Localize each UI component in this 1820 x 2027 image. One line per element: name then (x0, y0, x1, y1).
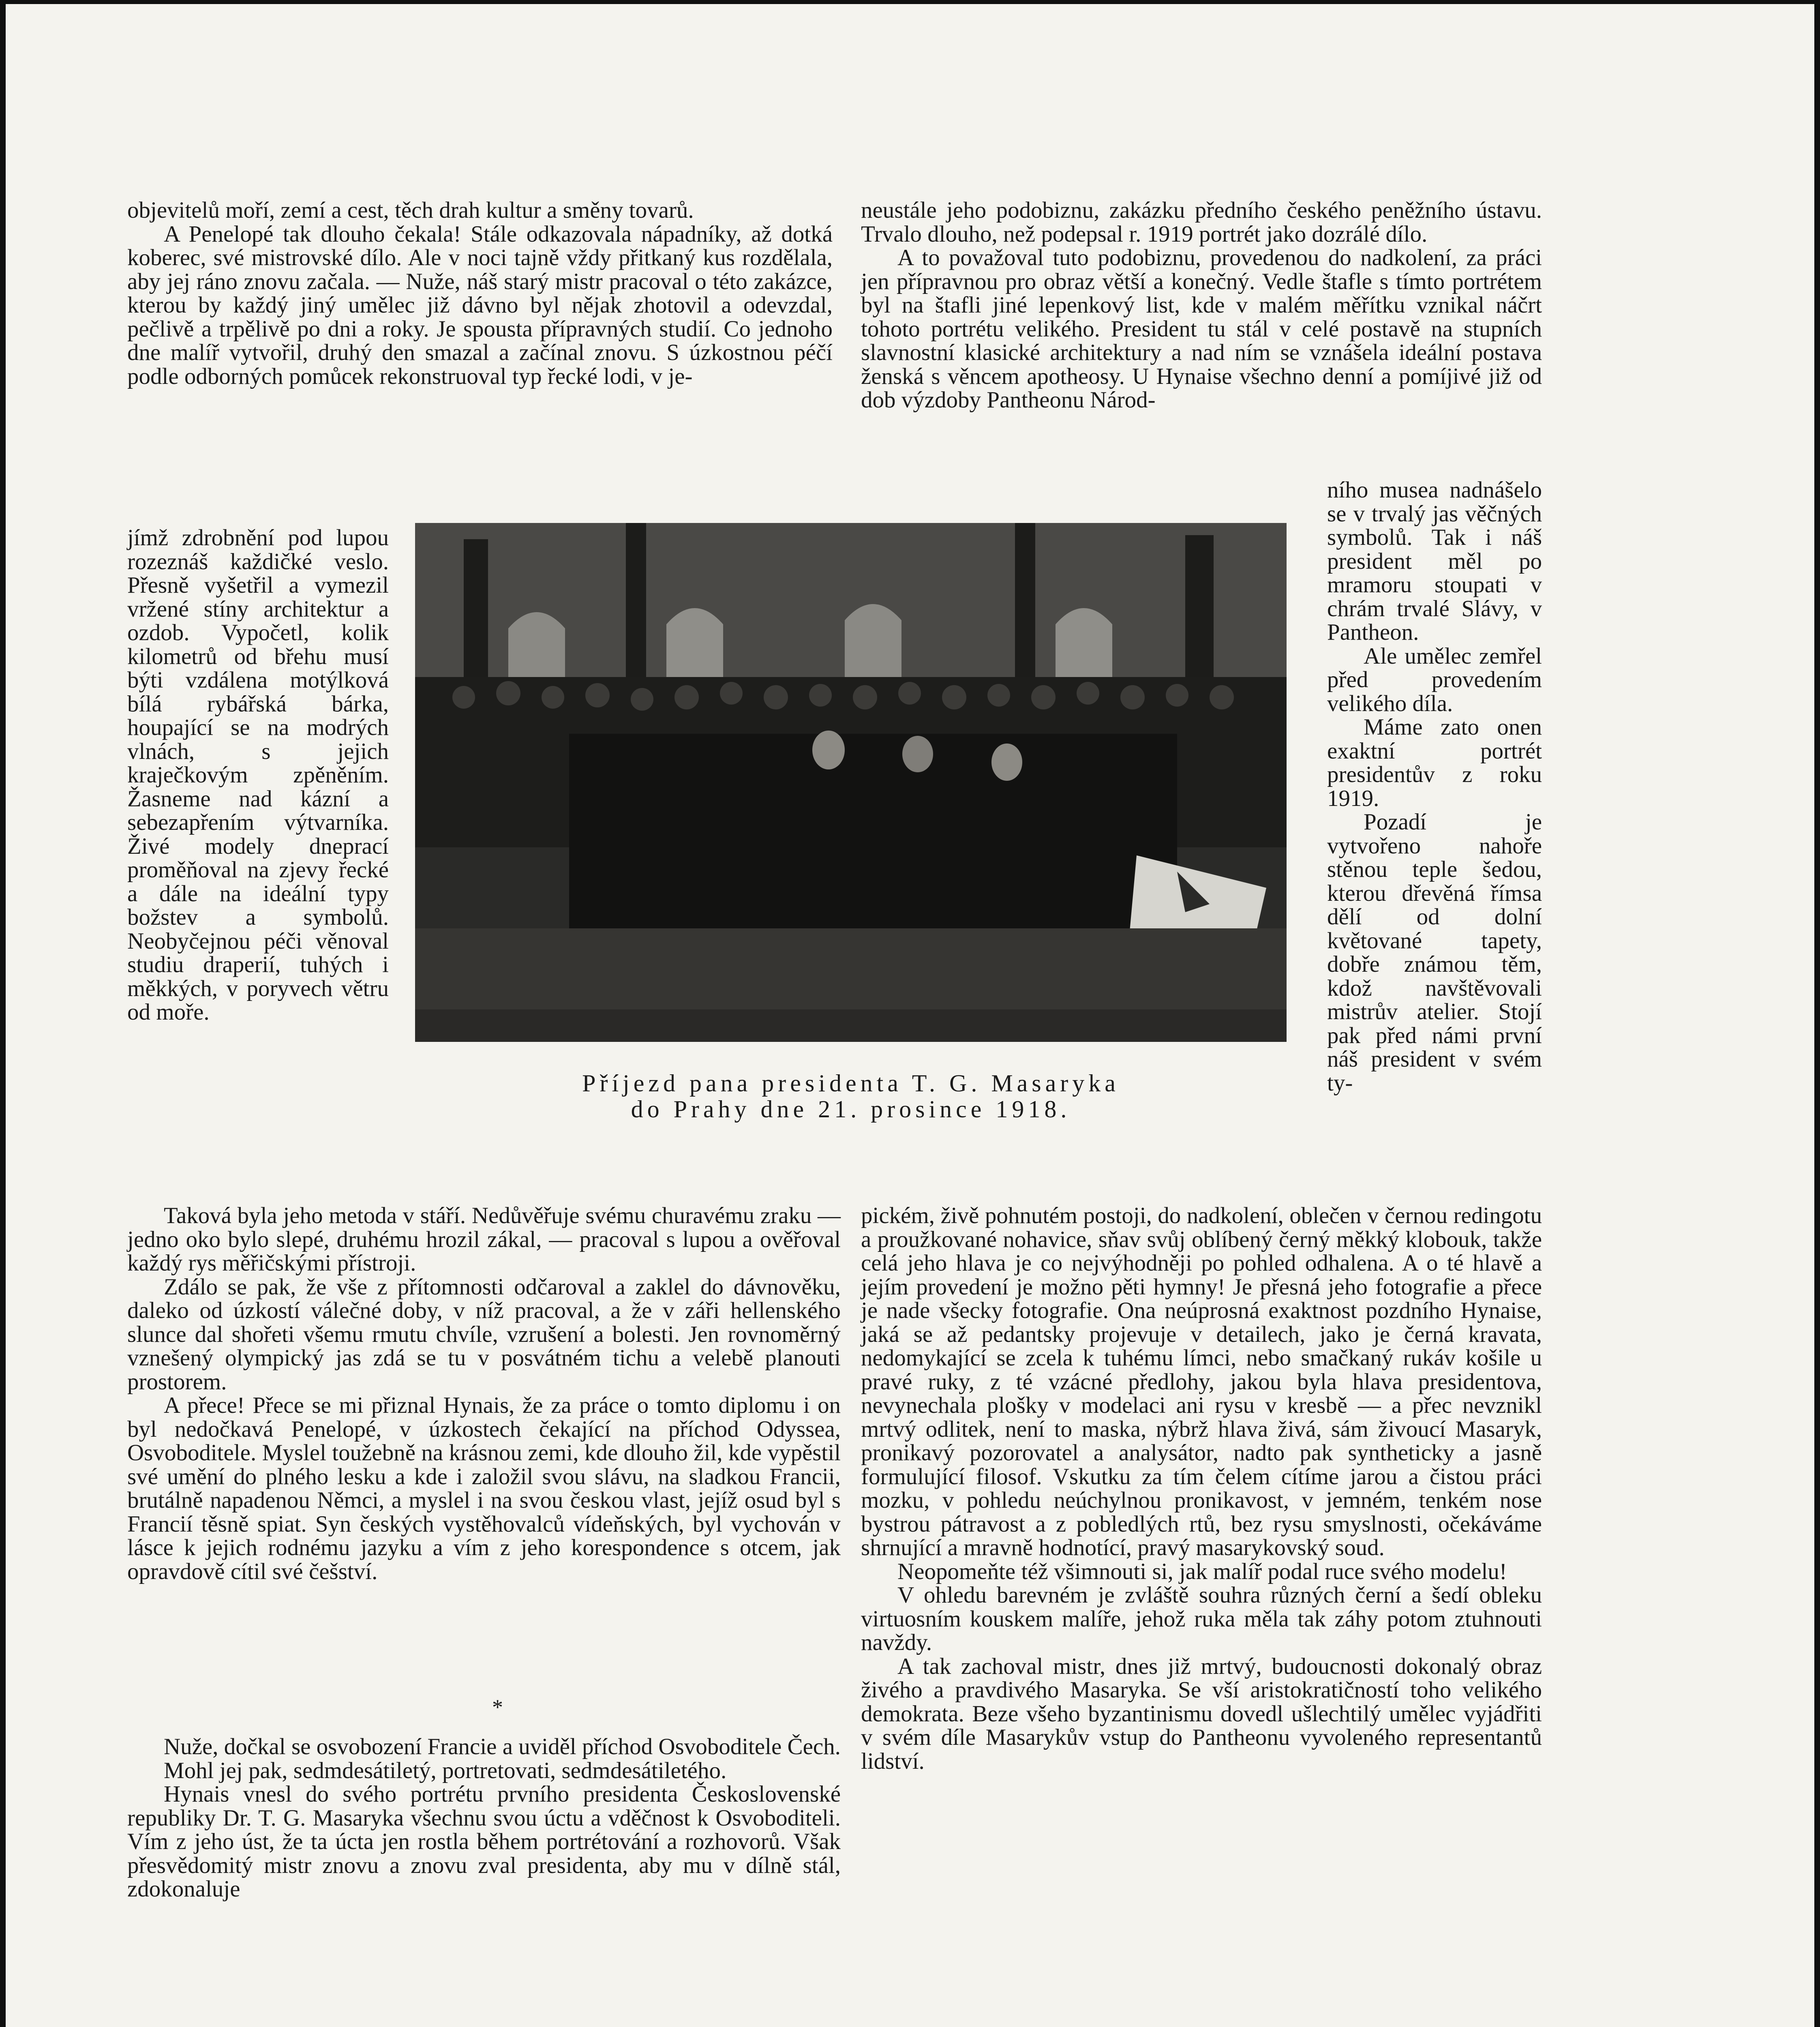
left-column-top (127, 199, 833, 388)
paragraph: jímž zdrobnění pod lupou rozeznáš každičké veslo. Přesně vyšetřil a vymezil vržené stíny architektur a ozdob. Vypočetl, kolik kilometrů od břehu musí býti vzdálena motýlková bílá rybářská bárka, houpající se na modrých vlnách, s jejich kraječkovým zpěněním. Žasneme nad kázní a sebezapřením výtvarníka. Živé modely dneprací proměňoval na zjevy řecké a dále na ideální typy božstev a symbolů. Neobyčejnou péči věnoval studiu draperií, tuhých i měkkých, v poryvech větru od moře. (127, 525, 389, 1025)
left-column-end (127, 1735, 841, 1901)
right-column-top (861, 199, 1542, 412)
paragraph: pickém, živě pohnutém postoji, do nadkolení, oblečen v černou redingotu a proužkované nohavice, sňav svůj oblíbený černý měkký klobouk, takže celá jeho hlava je co nejvýhodněji po pohled odhalena. A o té hlavě a jejím provedení je možno pěti hymny! Je přesná jeho fotografie a přece je nade všecky fotografie. Ona neúprosná exaktnost pozdního Hynaise, jaká se až pedantsky projevuje v detailech, jako je černá kravata, nedomykající se zcela k tuhému límci, nebo smačkaný rukáv košile u pravé ruky, z té vzácné předlohy, jakou byla hlava presidentova, nevynechala plošky v modelaci ani rysu v kresbě — a přec nevznikl mrtvý odlitek, není to maska, nýbrž hlava živá, sám živoucí Masaryk, pronikavý pozorovatel a analysátor, nadto pak syntheticky a jasně formulující filosof. Vskutku za tím čelem cítíme jarou a čistou práci mozku, v pohledu neúchylnou pronikavost, v jemném, tenkém nose bystrou pátravost a z pobledlých rtů, bez rysu smyslnosti, očekáváme shrnující a mravně hodnotící, pravý masarykovský soud. (861, 1203, 1542, 1560)
caption-line-1: Příjezd pana presidenta T. G. Masaryka (582, 1070, 1120, 1097)
photo-caption (415, 1070, 1287, 1122)
right-column-bottom (861, 1204, 1542, 1773)
paragraph: Taková byla jeho metoda v stáří. Nedůvěřuje svému churavému zraku — jedno oko bylo slepé, druhému hrozil zákal, — pracoval s lupou a ověřoval každý rys měřičskými přístroji. (127, 1203, 841, 1276)
paragraph: V ohledu barevném je zvláště souhra různých černí a šedí obleku virtuosním kouskem malíře, jehož ruka měla tak záhy potom ztuhnouti navždy. (861, 1582, 1542, 1655)
page-sheet (6, 4, 1814, 2027)
paragraph: neustále jeho podobiznu, zakázku předního českého peněžního ústavu. Trvalo dlouho, než podepsal r. 1919 portrét jako dozrálé dílo. (861, 197, 1542, 247)
right-column-wrap (1327, 478, 1542, 1095)
paragraph: Nuže, dočkal se osvobození Francie a uviděl příchod Osvoboditele Čech. (164, 1734, 841, 1759)
paragraph: Mohl jej pak, sedmdesátiletý, portretovati, sedmdesátiletého. (164, 1757, 727, 1783)
paragraph: A Penelopé tak dlouho čekala! Stále odkazovala nápadníky, až dotká koberec, své mistrovské dílo. Ale v noci tajně vždy přitkaný kus rozdělala, aby jej ráno znovu začala. — Nuže, náš starý mistr pracoval o této zakázce, kterou by každý jiný umělec již dávno byl nějak zhotovil a odevzdal, pečlivě a trpělivě po dni a roky. Je spousta přípravných studií. Co jednoho dne malíř vytvořil, druhý den smazal a začínal znovu. S úzkostnou péčí podle odborných pomůcek rekonstruoval typ řecké lodi, v je- (127, 221, 833, 389)
historical-photograph (415, 523, 1287, 1042)
caption-line-2: do Prahy dne 21. prosince 1918. (631, 1096, 1071, 1123)
left-column-bottom (127, 1204, 841, 1583)
left-column-wrap (127, 526, 389, 1024)
paragraph: Hynais vnesl do svého portrétu prvního presidenta Československé republiky Dr. T. G. Masaryka všechnu svou úctu a vděčnost k Osvoboditeli. Vím z jeho úst, že ta úcta jen rostla během portrétování a rozhovorů. Však přesvědomitý mistr znovu a znovu zval presidenta, aby mu v dílně stál, zdokonaluje (127, 1781, 841, 1902)
paragraph: Máme zato onen exaktní portrét presidentův z roku 1919. (1327, 714, 1542, 811)
section-separator: * (492, 1695, 503, 1719)
paragraph: A tak zachoval mistr, dnes již mrtvý, budoucnosti dokonalý obraz živého a pravdivého Masaryka. Se vší aristokratičností toho velikého demokrata. Beze všeho byzantinismu dovedl ušlechtilý umělec vyjádřiti v svém díle Masarykův vstup do Pantheonu vyvoleného representantů lidství. (861, 1653, 1542, 1774)
paragraph: Neopomeňte též všimnouti si, jak malíř podal ruce svého modelu! (897, 1558, 1507, 1584)
paragraph: A přece! Přece se mi přiznal Hynais, že za práce o tomto diplomu i on byl nedočkavá Penelopé, v úzkostech čekající na příchod Odyssea, Osvoboditele. Myslel toužebně na krásnou zemi, kde dlouho žil, kde vypěstil své umění do plného lesku a kde i založil svou slávu, na sladkou Francii, brutálně napadenou Němci, a myslel i na svou českou vlast, jejíž osud byl s Francií těsně spiat. Syn českých vystěhovalců vídeňských, byl vychován v lásce k jejich rodnému jazyku a vím z jeho korespondence s otcem, jak opravdově cítil své češství. (127, 1393, 841, 1584)
paragraph: Pozadí je vytvořeno nahoře stěnou teple šedou, kterou dřevěná římsa dělí od dolní květované tapety, dobře známou těm, kdož navštěvovali mistrův atelier. Stojí pak před námi první náš president v svém ty- (1327, 809, 1542, 1096)
paragraph: A to považoval tuto podobiznu, provedenou do nadkolení, za práci jen přípravnou pro obraz větší a konečný. Vedle štafle s tímto portrétem byl na štafli jiné lepenkový list, kde v malém měřítku vznikal náčrt tohoto portrétu velikého. President tu stál v celé postavě na stupních slavnostní klasické architektury a nad ním se vznášela ideální postava ženská s věncem apotheosy. U Hynaise všechno denní a pomíjivé již od dob výzdoby Pantheonu Národ- (861, 245, 1542, 413)
paragraph: objevitelů moří, zemí a cest, těch drah kultur a směny tovarů. (127, 197, 694, 223)
paragraph: Zdálo se pak, že vše z přítomnosti odčaroval a zaklel do dávnověku, daleko od úzkostí válečné doby, v níž pracoval, a že v záři hellenského slunce dal shořeti všemu rmutu chvíle, vzrušení a bolesti. Jen rovnoměrný vznešený olympický jas zdá se tu v posvátném tichu a velebě planouti prostorem. (127, 1274, 841, 1395)
photo-crowd-scene (415, 523, 1287, 1042)
paragraph: ního musea nadnášelo se v trvalý jas věčných symbolů. Tak i náš president měl po mramoru stoupati v chrám trvalé Slávy, v Pantheon. (1327, 477, 1542, 645)
paragraph: Ale umělec zemřel před provedením velikého díla. (1327, 643, 1542, 716)
